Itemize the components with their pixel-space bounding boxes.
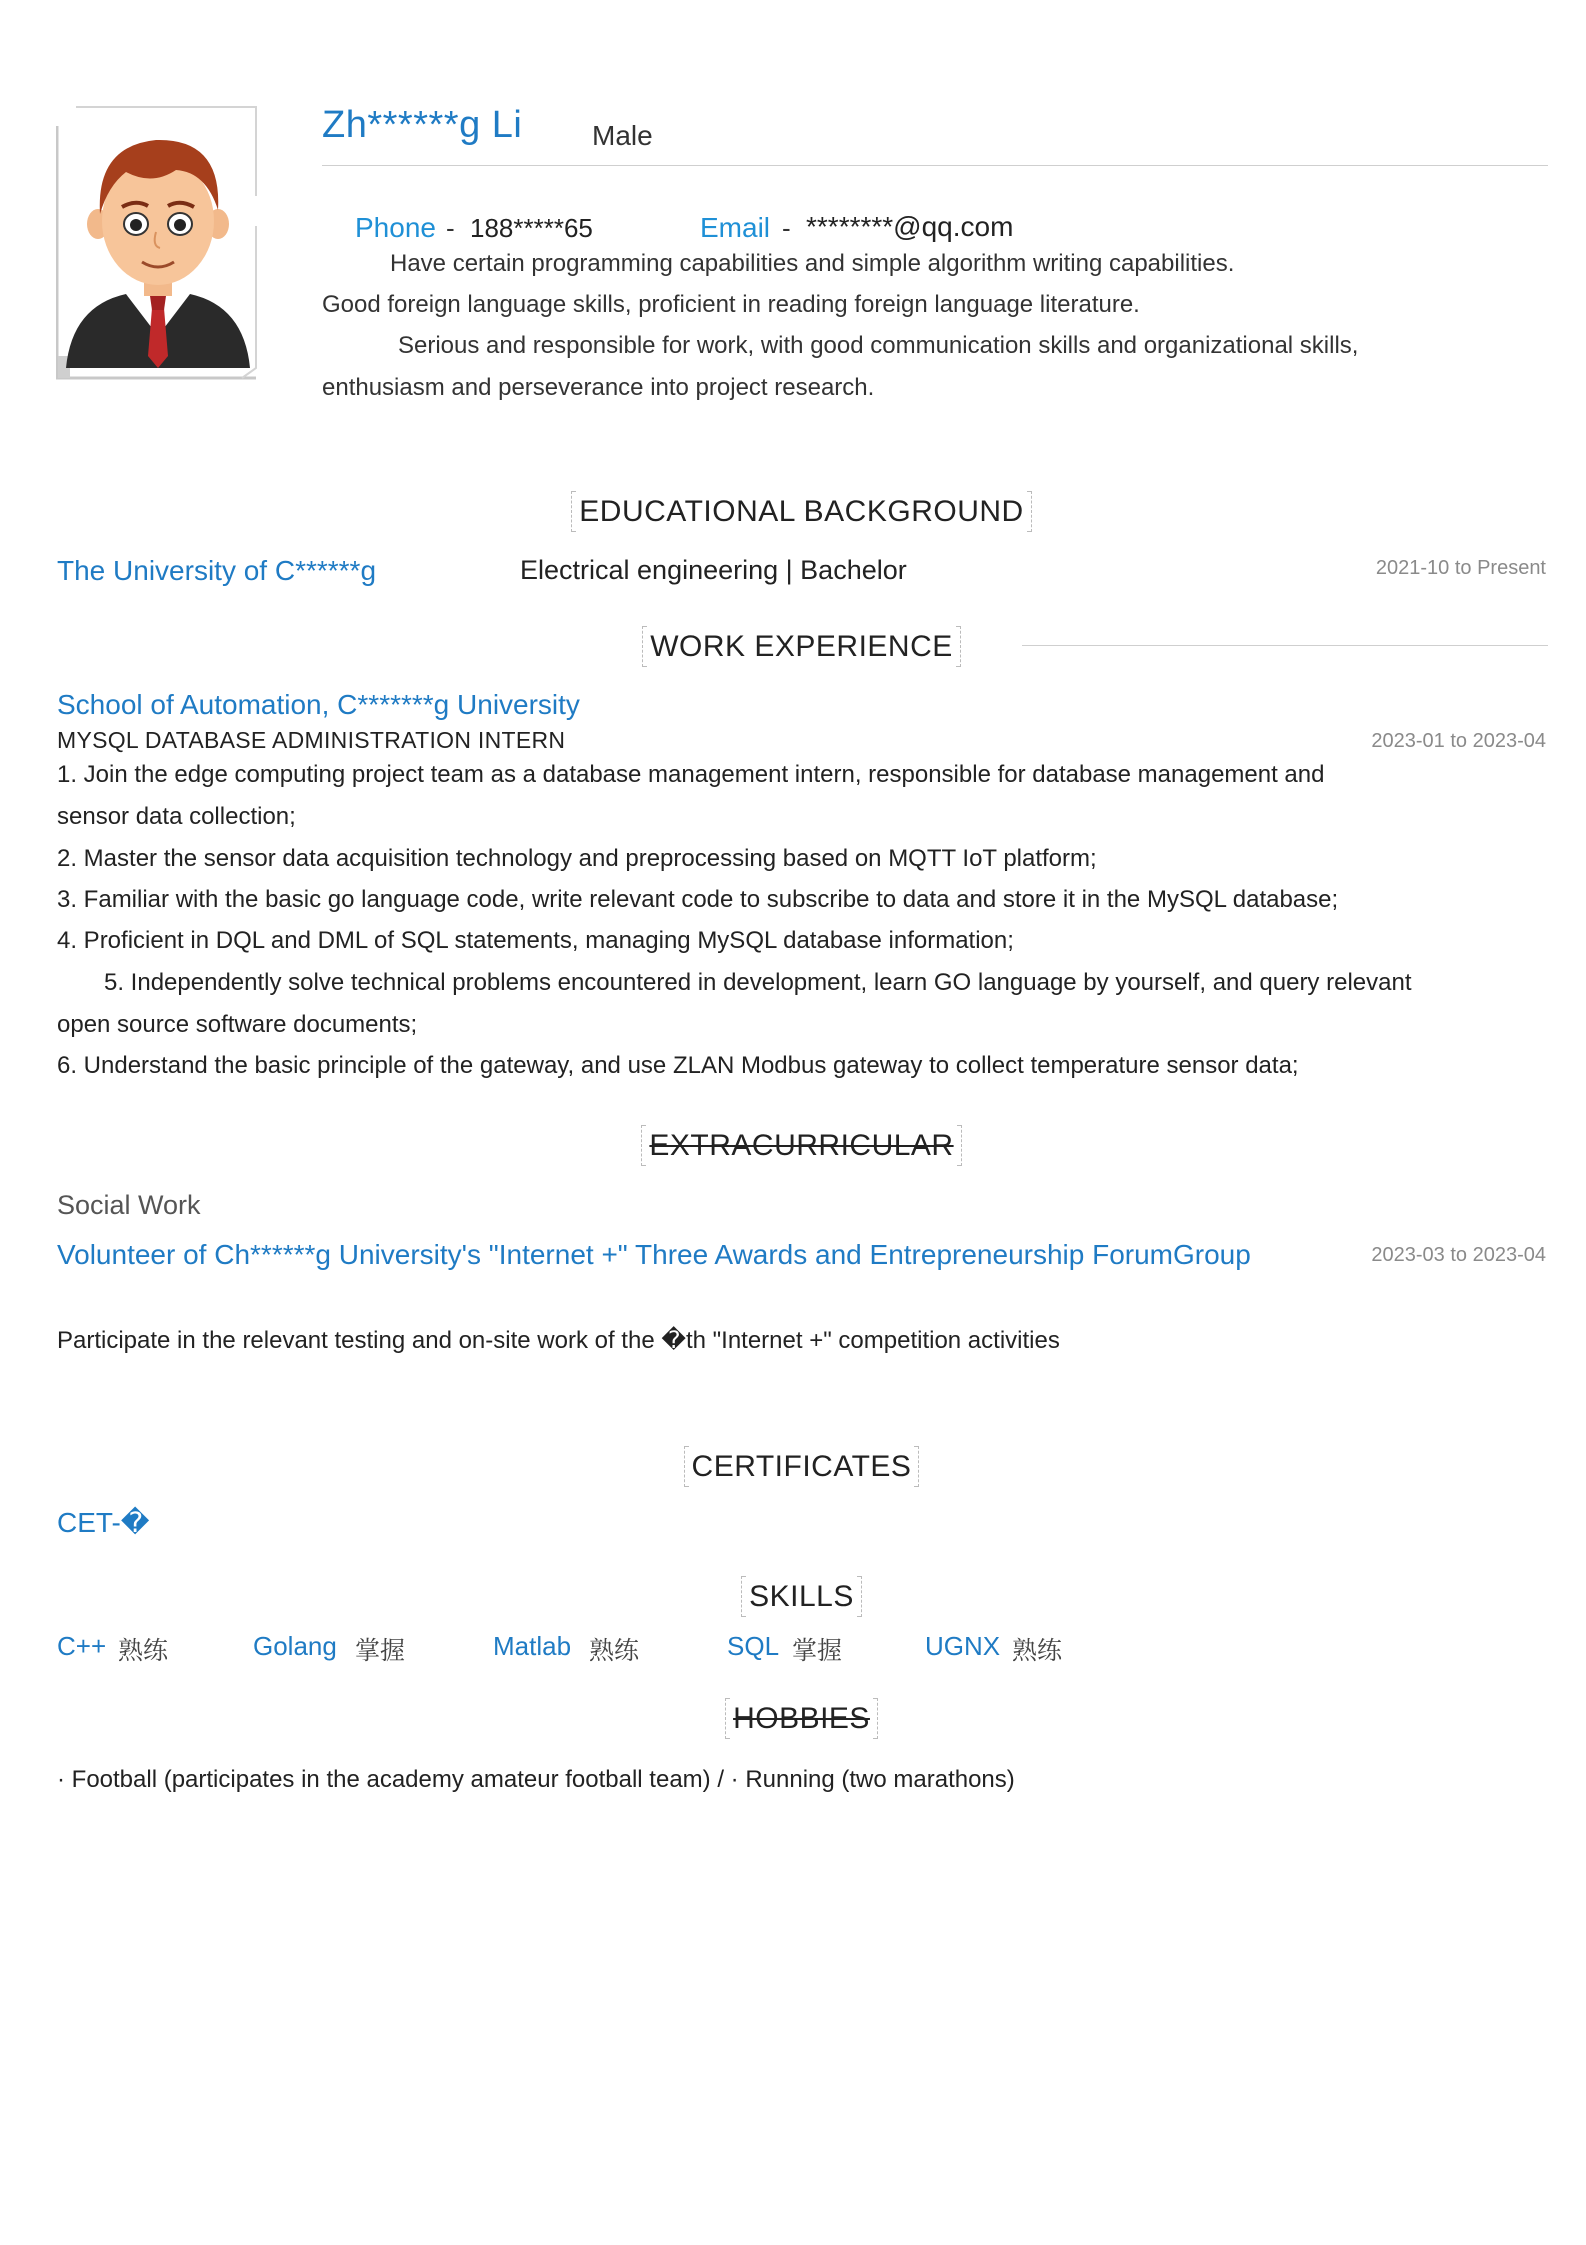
extracurricular-role: Volunteer of Ch******g University's "Internet +" Three Awards and Entrepreneurship ForumGroup: [57, 1239, 1251, 1270]
certificate-item: CET-�: [57, 1507, 150, 1538]
section-title-text: WORK EXPERIENCE: [642, 630, 961, 663]
work-divider: [1022, 645, 1548, 646]
work-role: MYSQL DATABASE ADMINISTRATION INTERN: [57, 727, 566, 753]
skill-level: 熟练: [118, 1637, 169, 1665]
header-divider: [322, 165, 1548, 166]
work-duty-line: 4. Proficient in DQL and DML of SQL statements, managing MySQL database information;: [57, 927, 1014, 954]
work-duty-line: 2. Master the sensor data acquisition technology and preprocessing based on MQTT IoT platform;: [57, 845, 1097, 872]
skill-level: 熟练: [589, 1637, 640, 1665]
summary-line: enthusiasm and perseverance into project research.: [322, 374, 875, 401]
work-duty-line: sensor data collection;: [57, 803, 296, 830]
section-title-skills: [0, 1580, 1586, 1614]
work-organization: School of Automation, C*******g University: [57, 689, 580, 720]
work-duty-line: 5. Independently solve technical problems encountered in development, learn GO language by yourself, and query relevant: [104, 969, 1412, 996]
extracurricular-category: Social Work: [57, 1190, 201, 1220]
section-title-text: EDUCATIONAL BACKGROUND: [571, 495, 1031, 528]
education-major: Electrical engineering | Bachelor: [520, 555, 907, 585]
work-date: 2023-01 to 2023-04: [1371, 730, 1546, 752]
candidate-name: Zh******g Li: [322, 104, 523, 146]
work-duty-line: 1. Join the edge computing project team as a database management intern, responsible for database management and: [57, 761, 1325, 788]
skill-name: UGNX: [925, 1631, 1001, 1661]
email-separator: -: [782, 213, 791, 243]
summary-line: Have certain programming capabilities and simple algorithm writing capabilities.: [390, 250, 1235, 277]
work-duty-line: 6. Understand the basic principle of the gateway, and use ZLAN Modbus gateway to collect temperature sensor data;: [57, 1052, 1299, 1079]
skill-level: 熟练: [1012, 1637, 1063, 1665]
extracurricular-date: 2023-03 to 2023-04: [1371, 1244, 1546, 1266]
skill-name: C++: [57, 1631, 107, 1661]
avatar-photo: [56, 106, 261, 386]
work-duty-line: 3. Familiar with the basic go language code, write relevant code to subscribe to data and store it in the MySQL database;: [57, 886, 1339, 913]
phone-label: Phone: [355, 212, 436, 243]
skill-name: SQL: [727, 1631, 780, 1661]
section-title-text: HOBBIES: [725, 1702, 878, 1735]
email-label: Email: [700, 212, 771, 243]
section-title-hobbies: [0, 1702, 1586, 1736]
section-title-education: [0, 495, 1586, 529]
education-date: 2021-10 to Present: [1375, 557, 1546, 579]
section-title-text: CERTIFICATES: [684, 1450, 920, 1483]
section-title-work: [0, 630, 1586, 664]
section-title-certificates: [0, 1450, 1586, 1484]
skill-level: 掌握: [792, 1637, 843, 1665]
education-school: The University of C******g: [57, 555, 377, 586]
gender: Male: [592, 120, 653, 151]
hobbies-text: · Football (participates in the academy amateur football team) / · Running (two marathons): [57, 1766, 1015, 1793]
summary-line: Good foreign language skills, proficient in reading foreign language literature.: [322, 291, 1140, 318]
skill-name: Matlab: [493, 1631, 572, 1661]
section-title-extracurricular: [0, 1129, 1586, 1163]
avatar: [56, 106, 261, 386]
phone-separator: -: [446, 213, 455, 243]
summary-line: Serious and responsible for work, with good communication skills and organizational skills,: [398, 332, 1359, 359]
section-title-text: SKILLS: [741, 1580, 862, 1613]
phone-value: 188*****65: [470, 213, 593, 243]
extracurricular-description: Participate in the relevant testing and on-site work of the �th "Internet +" competition activities: [57, 1327, 1060, 1354]
section-title-text: EXTRACURRICULAR: [641, 1129, 961, 1162]
skill-level: 掌握: [355, 1637, 406, 1665]
work-duty-line: open source software documents;: [57, 1011, 418, 1038]
skill-name: Golang: [253, 1631, 337, 1661]
email-value: ********@qq.com: [806, 211, 1014, 242]
